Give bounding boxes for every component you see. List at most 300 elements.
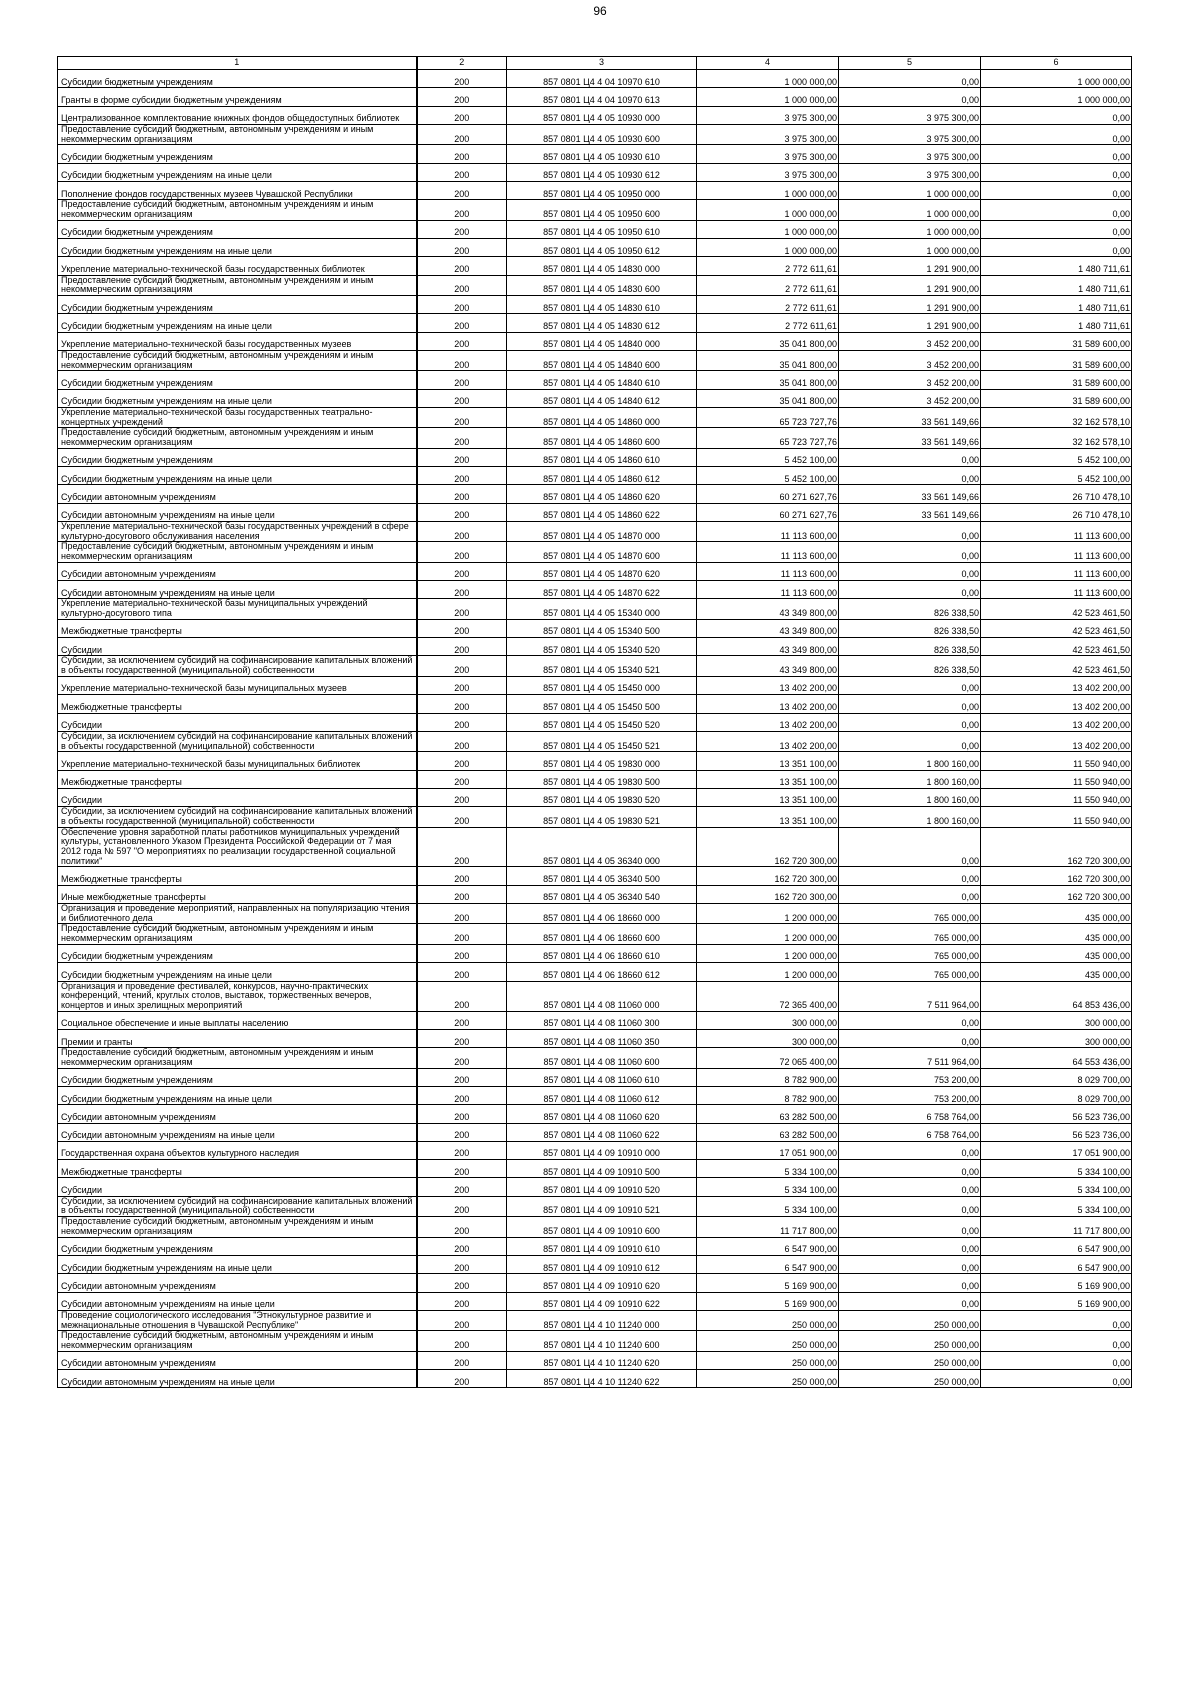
row-status-cell: 200 — [417, 371, 507, 389]
column-header-6: 6 — [981, 57, 1132, 70]
row-name-cell: Субсидии автономным учреждениям на иные цели — [58, 1292, 417, 1310]
row-col4-cell: 5 334 100,00 — [697, 1178, 839, 1196]
row-name-cell: Субсидии бюджетным учреждениям на иные цели — [58, 389, 417, 407]
row-code-cell: 857 0801 Ц4 4 05 14830 000 — [507, 257, 697, 275]
row-col5-cell: 0,00 — [839, 827, 981, 867]
row-status-cell: 200 — [417, 124, 507, 144]
row-col5-cell: 33 561 149,66 — [839, 428, 981, 448]
row-name-cell: Межбюджетные трансферты — [58, 1160, 417, 1178]
row-name-cell: Предоставление субсидий бюджетным, автономным учреждениям и иным некоммерческим организациям — [58, 542, 417, 562]
row-code-cell: 857 0801 Ц4 4 05 14870 622 — [507, 581, 697, 599]
row-col6-cell: 0,00 — [981, 163, 1132, 181]
row-name-cell: Субсидии, за исключением субсидий на софинансирование капитальных вложений в объекты государственной (муниципальной) собственности — [58, 807, 417, 827]
row-name-cell: Иные межбюджетные трансферты — [58, 885, 417, 903]
row-col4-cell: 162 720 300,00 — [697, 867, 839, 885]
row-col6-cell: 8 029 700,00 — [981, 1086, 1132, 1104]
row-col5-cell: 3 975 300,00 — [839, 163, 981, 181]
row-col4-cell: 43 349 800,00 — [697, 638, 839, 656]
row-col5-cell: 0,00 — [839, 581, 981, 599]
row-col5-cell: 753 200,00 — [839, 1068, 981, 1086]
row-status-cell: 200 — [417, 1196, 507, 1216]
row-code-cell: 857 0801 Ц4 4 06 18660 610 — [507, 944, 697, 962]
row-col6-cell: 1 000 000,00 — [981, 70, 1132, 88]
row-name-cell: Пополнение фондов государственных музеев Чувашской Республики — [58, 181, 417, 199]
table-row — [58, 257, 1132, 275]
row-col6-cell: 0,00 — [981, 181, 1132, 199]
row-status-cell: 200 — [417, 1331, 507, 1351]
table-row — [58, 713, 1132, 731]
row-code-cell: 857 0801 Ц4 4 05 14870 620 — [507, 562, 697, 580]
row-name-cell: Укрепление материально-технической базы муниципальных учреждений культурно-досугового типа — [58, 599, 417, 619]
row-code-cell: 857 0801 Ц4 4 05 19830 520 — [507, 788, 697, 806]
table-row — [58, 314, 1132, 332]
row-name-cell: Субсидии бюджетным учреждениям — [58, 1068, 417, 1086]
row-name-cell: Субсидии бюджетным учреждениям на иные цели — [58, 1255, 417, 1273]
table-row — [58, 106, 1132, 124]
row-col6-cell: 0,00 — [981, 200, 1132, 220]
table-row — [58, 695, 1132, 713]
row-name-cell: Предоставление субсидий бюджетным, автономным учреждениям и иным некоммерческим организациям — [58, 924, 417, 944]
row-col6-cell: 162 720 300,00 — [981, 867, 1132, 885]
row-col5-cell: 250 000,00 — [839, 1370, 981, 1388]
row-col4-cell: 1 200 000,00 — [697, 904, 839, 924]
row-col6-cell: 0,00 — [981, 124, 1132, 144]
row-code-cell: 857 0801 Ц4 4 05 10950 612 — [507, 238, 697, 256]
row-col4-cell: 13 351 100,00 — [697, 788, 839, 806]
table-row — [58, 963, 1132, 981]
row-status-cell: 200 — [417, 731, 507, 751]
row-status-cell: 200 — [417, 295, 507, 313]
row-status-cell: 200 — [417, 145, 507, 163]
row-col5-cell: 0,00 — [839, 521, 981, 541]
row-code-cell: 857 0801 Ц4 4 05 10950 000 — [507, 181, 697, 199]
row-col5-cell: 765 000,00 — [839, 924, 981, 944]
row-name-cell: Субсидии бюджетным учреждениям — [58, 295, 417, 313]
row-status-cell: 200 — [417, 807, 507, 827]
row-status-cell: 200 — [417, 220, 507, 238]
row-col5-cell: 3 975 300,00 — [839, 106, 981, 124]
row-status-cell: 200 — [417, 163, 507, 181]
row-status-cell: 200 — [417, 1178, 507, 1196]
table-row — [58, 1237, 1132, 1255]
row-col6-cell: 31 589 600,00 — [981, 371, 1132, 389]
row-col4-cell: 1 000 000,00 — [697, 220, 839, 238]
row-col6-cell: 11 550 940,00 — [981, 807, 1132, 827]
table-row — [58, 788, 1132, 806]
row-col6-cell: 6 547 900,00 — [981, 1255, 1132, 1273]
row-code-cell: 857 0801 Ц4 4 05 10930 000 — [507, 106, 697, 124]
row-col4-cell: 5 169 900,00 — [697, 1274, 839, 1292]
row-name-cell: Субсидии автономным учреждениям — [58, 1351, 417, 1369]
row-col6-cell: 8 029 700,00 — [981, 1068, 1132, 1086]
table-row — [58, 124, 1132, 144]
row-name-cell: Субсидии автономным учреждениям — [58, 1105, 417, 1123]
row-name-cell: Централизованное комплектование книжных фондов общедоступных библиотек — [58, 106, 417, 124]
row-col5-cell: 3 975 300,00 — [839, 124, 981, 144]
row-name-cell: Предоставление субсидий бюджетным, автономным учреждениям и иным некоммерческим организациям — [58, 1331, 417, 1351]
table-row — [58, 181, 1132, 199]
row-col5-cell: 6 758 764,00 — [839, 1123, 981, 1141]
column-header-1: 1 — [58, 57, 417, 70]
row-col4-cell: 65 723 727,76 — [697, 428, 839, 448]
row-col5-cell: 1 800 160,00 — [839, 788, 981, 806]
row-col6-cell: 11 113 600,00 — [981, 521, 1132, 541]
row-col4-cell: 35 041 800,00 — [697, 332, 839, 350]
row-col6-cell: 162 720 300,00 — [981, 827, 1132, 867]
row-col4-cell: 3 975 300,00 — [697, 145, 839, 163]
row-col6-cell: 13 402 200,00 — [981, 713, 1132, 731]
row-status-cell: 200 — [417, 676, 507, 694]
row-code-cell: 857 0801 Ц4 4 08 11060 612 — [507, 1086, 697, 1104]
row-col6-cell: 56 523 736,00 — [981, 1123, 1132, 1141]
row-status-cell: 200 — [417, 1068, 507, 1086]
row-col5-cell: 0,00 — [839, 88, 981, 106]
row-status-cell: 200 — [417, 88, 507, 106]
column-header-4: 4 — [697, 57, 839, 70]
row-col6-cell: 32 162 578,10 — [981, 428, 1132, 448]
row-col4-cell: 13 351 100,00 — [697, 807, 839, 827]
row-col5-cell: 0,00 — [839, 1011, 981, 1029]
row-col6-cell: 6 547 900,00 — [981, 1237, 1132, 1255]
row-name-cell: Субсидии автономным учреждениям на иные цели — [58, 503, 417, 521]
table-row — [58, 1086, 1132, 1104]
table-body — [58, 70, 1132, 1388]
row-col4-cell: 300 000,00 — [697, 1011, 839, 1029]
row-col6-cell: 435 000,00 — [981, 944, 1132, 962]
row-status-cell: 200 — [417, 827, 507, 867]
row-col5-cell: 0,00 — [839, 1274, 981, 1292]
row-code-cell: 857 0801 Ц4 4 05 19830 521 — [507, 807, 697, 827]
row-code-cell: 857 0801 Ц4 4 04 10970 613 — [507, 88, 697, 106]
row-col5-cell: 0,00 — [839, 1196, 981, 1216]
row-status-cell: 200 — [417, 581, 507, 599]
row-status-cell: 200 — [417, 562, 507, 580]
row-code-cell: 857 0801 Ц4 4 05 15340 500 — [507, 619, 697, 637]
row-code-cell: 857 0801 Ц4 4 09 10910 500 — [507, 1160, 697, 1178]
row-col4-cell: 3 975 300,00 — [697, 106, 839, 124]
table-row — [58, 1105, 1132, 1123]
row-col6-cell: 162 720 300,00 — [981, 885, 1132, 903]
row-col6-cell: 26 710 478,10 — [981, 503, 1132, 521]
row-col4-cell: 1 200 000,00 — [697, 924, 839, 944]
row-col5-cell: 0,00 — [839, 1255, 981, 1273]
row-col4-cell: 250 000,00 — [697, 1351, 839, 1369]
row-status-cell: 200 — [417, 448, 507, 466]
row-col5-cell: 0,00 — [839, 1029, 981, 1047]
row-col6-cell: 42 523 461,50 — [981, 619, 1132, 637]
row-col6-cell: 42 523 461,50 — [981, 656, 1132, 676]
table-row — [58, 200, 1132, 220]
table-row — [58, 676, 1132, 694]
row-col5-cell: 0,00 — [839, 448, 981, 466]
row-name-cell: Укрепление материально-технической базы государственных театрально-концертных учреждений — [58, 407, 417, 427]
row-code-cell: 857 0801 Ц4 4 10 11240 600 — [507, 1331, 697, 1351]
table-row — [58, 867, 1132, 885]
row-col5-cell: 3 975 300,00 — [839, 145, 981, 163]
row-status-cell: 200 — [417, 407, 507, 427]
row-code-cell: 857 0801 Ц4 4 05 10950 600 — [507, 200, 697, 220]
row-col5-cell: 753 200,00 — [839, 1086, 981, 1104]
row-code-cell: 857 0801 Ц4 4 10 11240 620 — [507, 1351, 697, 1369]
table-row — [58, 1123, 1132, 1141]
table-row — [58, 428, 1132, 448]
row-code-cell: 857 0801 Ц4 4 08 11060 300 — [507, 1011, 697, 1029]
row-code-cell: 857 0801 Ц4 4 05 36340 500 — [507, 867, 697, 885]
row-status-cell: 200 — [417, 1255, 507, 1273]
row-name-cell: Государственная охрана объектов культурного наследия — [58, 1141, 417, 1159]
row-name-cell: Премии и гранты — [58, 1029, 417, 1047]
row-col6-cell: 0,00 — [981, 1331, 1132, 1351]
row-name-cell: Предоставление субсидий бюджетным, автономным учреждениям и иным некоммерческим организациям — [58, 275, 417, 295]
row-status-cell: 200 — [417, 1310, 507, 1330]
table-row — [58, 542, 1132, 562]
row-col4-cell: 13 351 100,00 — [697, 752, 839, 770]
table-row — [58, 238, 1132, 256]
row-code-cell: 857 0801 Ц4 4 05 15450 520 — [507, 713, 697, 731]
row-col6-cell: 31 589 600,00 — [981, 350, 1132, 370]
table-row — [58, 581, 1132, 599]
row-col4-cell: 43 349 800,00 — [697, 599, 839, 619]
table-row — [58, 619, 1132, 637]
row-name-cell: Субсидии — [58, 638, 417, 656]
row-col5-cell: 0,00 — [839, 695, 981, 713]
row-col5-cell: 1 291 900,00 — [839, 314, 981, 332]
row-col5-cell: 1 000 000,00 — [839, 220, 981, 238]
row-col4-cell: 43 349 800,00 — [697, 656, 839, 676]
row-col4-cell: 63 282 500,00 — [697, 1123, 839, 1141]
row-col5-cell: 826 338,50 — [839, 599, 981, 619]
row-col6-cell: 11 550 940,00 — [981, 788, 1132, 806]
row-status-cell: 200 — [417, 389, 507, 407]
row-col5-cell: 0,00 — [839, 1237, 981, 1255]
row-status-cell: 200 — [417, 200, 507, 220]
row-col6-cell: 11 113 600,00 — [981, 562, 1132, 580]
row-name-cell: Субсидии автономным учреждениям на иные цели — [58, 1123, 417, 1141]
row-col6-cell: 64 853 436,00 — [981, 981, 1132, 1011]
row-col6-cell: 300 000,00 — [981, 1011, 1132, 1029]
row-col4-cell: 6 547 900,00 — [697, 1237, 839, 1255]
row-status-cell: 200 — [417, 238, 507, 256]
row-col5-cell: 0,00 — [839, 1178, 981, 1196]
row-col4-cell: 2 772 611,61 — [697, 257, 839, 275]
row-col4-cell: 162 720 300,00 — [697, 827, 839, 867]
row-col6-cell: 64 553 436,00 — [981, 1048, 1132, 1068]
row-code-cell: 857 0801 Ц4 4 05 14860 612 — [507, 467, 697, 485]
row-col6-cell: 5 334 100,00 — [981, 1160, 1132, 1178]
row-code-cell: 857 0801 Ц4 4 05 15340 000 — [507, 599, 697, 619]
row-code-cell: 857 0801 Ц4 4 09 10910 620 — [507, 1274, 697, 1292]
row-col6-cell: 1 480 711,61 — [981, 314, 1132, 332]
row-col5-cell: 1 000 000,00 — [839, 181, 981, 199]
row-col4-cell: 1 200 000,00 — [697, 944, 839, 962]
row-code-cell: 857 0801 Ц4 4 05 14830 612 — [507, 314, 697, 332]
row-col6-cell: 13 402 200,00 — [981, 731, 1132, 751]
row-col4-cell: 11 113 600,00 — [697, 581, 839, 599]
row-col5-cell: 826 338,50 — [839, 619, 981, 637]
row-col6-cell: 5 169 900,00 — [981, 1292, 1132, 1310]
row-col5-cell: 1 800 160,00 — [839, 807, 981, 827]
row-col5-cell: 33 561 149,66 — [839, 503, 981, 521]
row-status-cell: 200 — [417, 1141, 507, 1159]
row-col5-cell: 3 452 200,00 — [839, 332, 981, 350]
row-col5-cell: 826 338,50 — [839, 638, 981, 656]
row-status-cell: 200 — [417, 1351, 507, 1369]
row-col4-cell: 6 547 900,00 — [697, 1255, 839, 1273]
row-name-cell: Обеспечение уровня заработной платы работников муниципальных учреждений культуры, установленного Указом Президента Российской Федерации от 7 мая 2012 года № 597 "О мероприятиях по реализации государственной социальной политики" — [58, 827, 417, 867]
row-code-cell: 857 0801 Ц4 4 05 19830 000 — [507, 752, 697, 770]
row-col5-cell: 0,00 — [839, 867, 981, 885]
table-row — [58, 1196, 1132, 1216]
row-col4-cell: 1 000 000,00 — [697, 200, 839, 220]
row-col6-cell: 0,00 — [981, 1351, 1132, 1369]
row-status-cell: 200 — [417, 1292, 507, 1310]
table-row — [58, 1068, 1132, 1086]
table-row — [58, 275, 1132, 295]
row-code-cell: 857 0801 Ц4 4 09 10910 622 — [507, 1292, 697, 1310]
table-row — [58, 295, 1132, 313]
row-code-cell: 857 0801 Ц4 4 05 14860 000 — [507, 407, 697, 427]
row-col4-cell: 3 975 300,00 — [697, 163, 839, 181]
row-code-cell: 857 0801 Ц4 4 09 10910 612 — [507, 1255, 697, 1273]
row-col6-cell: 5 169 900,00 — [981, 1274, 1132, 1292]
row-col4-cell: 35 041 800,00 — [697, 389, 839, 407]
row-status-cell: 200 — [417, 981, 507, 1011]
row-col5-cell: 6 758 764,00 — [839, 1105, 981, 1123]
row-col5-cell: 250 000,00 — [839, 1331, 981, 1351]
row-code-cell: 857 0801 Ц4 4 08 11060 620 — [507, 1105, 697, 1123]
row-col4-cell: 3 975 300,00 — [697, 124, 839, 144]
row-code-cell: 857 0801 Ц4 4 05 14870 000 — [507, 521, 697, 541]
row-name-cell: Субсидии автономным учреждениям — [58, 562, 417, 580]
table-row — [58, 924, 1132, 944]
row-col4-cell: 1 000 000,00 — [697, 238, 839, 256]
row-code-cell: 857 0801 Ц4 4 05 36340 540 — [507, 885, 697, 903]
row-name-cell: Субсидии, за исключением субсидий на софинансирование капитальных вложений в объекты государственной (муниципальной) собственности — [58, 731, 417, 751]
table-row — [58, 944, 1132, 962]
row-name-cell: Социальное обеспечение и иные выплаты населению — [58, 1011, 417, 1029]
row-name-cell: Субсидии бюджетным учреждениям на иные цели — [58, 467, 417, 485]
row-code-cell: 857 0801 Ц4 4 05 14840 610 — [507, 371, 697, 389]
row-col5-cell: 765 000,00 — [839, 904, 981, 924]
row-status-cell: 200 — [417, 106, 507, 124]
row-code-cell: 857 0801 Ц4 4 05 14860 610 — [507, 448, 697, 466]
row-code-cell: 857 0801 Ц4 4 05 14870 600 — [507, 542, 697, 562]
row-code-cell: 857 0801 Ц4 4 05 10930 612 — [507, 163, 697, 181]
row-col6-cell: 32 162 578,10 — [981, 407, 1132, 427]
row-status-cell: 200 — [417, 599, 507, 619]
row-status-cell: 200 — [417, 428, 507, 448]
table-row — [58, 163, 1132, 181]
row-name-cell: Укрепление материально-технической базы государственных библиотек — [58, 257, 417, 275]
row-col4-cell: 35 041 800,00 — [697, 371, 839, 389]
row-col4-cell: 162 720 300,00 — [697, 885, 839, 903]
row-status-cell: 200 — [417, 1237, 507, 1255]
row-col4-cell: 11 113 600,00 — [697, 521, 839, 541]
table-row — [58, 389, 1132, 407]
table-row — [58, 904, 1132, 924]
table-row — [58, 981, 1132, 1011]
row-col4-cell: 250 000,00 — [697, 1370, 839, 1388]
row-name-cell: Субсидии бюджетным учреждениям на иные цели — [58, 1086, 417, 1104]
row-code-cell: 857 0801 Ц4 4 05 14840 000 — [507, 332, 697, 350]
row-col5-cell: 3 452 200,00 — [839, 350, 981, 370]
row-col6-cell: 1 480 711,61 — [981, 275, 1132, 295]
row-code-cell: 857 0801 Ц4 4 05 14840 612 — [507, 389, 697, 407]
row-col4-cell: 13 402 200,00 — [697, 713, 839, 731]
row-col5-cell: 33 561 149,66 — [839, 407, 981, 427]
row-col5-cell: 765 000,00 — [839, 944, 981, 962]
row-name-cell: Укрепление материально-технической базы муниципальных библиотек — [58, 752, 417, 770]
row-code-cell: 857 0801 Ц4 4 04 10970 610 — [507, 70, 697, 88]
row-status-cell: 200 — [417, 485, 507, 503]
row-code-cell: 857 0801 Ц4 4 05 14840 600 — [507, 350, 697, 370]
table-row — [58, 1310, 1132, 1330]
row-status-cell: 200 — [417, 314, 507, 332]
row-col5-cell: 0,00 — [839, 1141, 981, 1159]
row-col6-cell: 5 452 100,00 — [981, 467, 1132, 485]
row-col4-cell: 1 000 000,00 — [697, 70, 839, 88]
row-name-cell: Субсидии бюджетным учреждениям на иные цели — [58, 963, 417, 981]
row-col6-cell: 42 523 461,50 — [981, 638, 1132, 656]
row-code-cell: 857 0801 Ц4 4 08 11060 610 — [507, 1068, 697, 1086]
row-code-cell: 857 0801 Ц4 4 08 11060 350 — [507, 1029, 697, 1047]
row-col6-cell: 11 113 600,00 — [981, 581, 1132, 599]
row-col5-cell: 0,00 — [839, 1160, 981, 1178]
row-status-cell: 200 — [417, 1086, 507, 1104]
row-col5-cell: 0,00 — [839, 731, 981, 751]
row-code-cell: 857 0801 Ц4 4 05 14860 622 — [507, 503, 697, 521]
column-header-2: 2 — [417, 57, 507, 70]
row-code-cell: 857 0801 Ц4 4 10 11240 000 — [507, 1310, 697, 1330]
row-col5-cell: 33 561 149,66 — [839, 485, 981, 503]
table-row — [58, 332, 1132, 350]
row-name-cell: Предоставление субсидий бюджетным, автономным учреждениям и иным некоммерческим организациям — [58, 350, 417, 370]
row-col6-cell: 5 334 100,00 — [981, 1178, 1132, 1196]
row-name-cell: Укрепление материально-технической базы государственных музеев — [58, 332, 417, 350]
row-code-cell: 857 0801 Ц4 4 09 10910 521 — [507, 1196, 697, 1216]
table-row — [58, 599, 1132, 619]
row-col5-cell: 1 800 160,00 — [839, 770, 981, 788]
row-name-cell: Укрепление материально-технической базы государственных учреждений в сфере культурно-досугового обслуживания населения — [58, 521, 417, 541]
row-name-cell: Субсидии бюджетным учреждениям — [58, 448, 417, 466]
row-code-cell: 857 0801 Ц4 4 05 15450 000 — [507, 676, 697, 694]
budget-table — [57, 56, 1132, 1388]
row-col6-cell: 0,00 — [981, 1310, 1132, 1330]
row-col4-cell: 65 723 727,76 — [697, 407, 839, 427]
row-name-cell: Субсидии бюджетным учреждениям — [58, 70, 417, 88]
row-status-cell: 200 — [417, 350, 507, 370]
row-col5-cell: 1 000 000,00 — [839, 200, 981, 220]
row-name-cell: Субсидии — [58, 1178, 417, 1196]
row-col6-cell: 435 000,00 — [981, 924, 1132, 944]
row-code-cell: 857 0801 Ц4 4 06 18660 600 — [507, 924, 697, 944]
row-name-cell: Межбюджетные трансферты — [58, 867, 417, 885]
row-col6-cell: 56 523 736,00 — [981, 1105, 1132, 1123]
row-name-cell: Субсидии автономным учреждениям — [58, 485, 417, 503]
row-name-cell: Субсидии — [58, 788, 417, 806]
row-code-cell: 857 0801 Ц4 4 09 10910 610 — [507, 1237, 697, 1255]
table-row — [58, 521, 1132, 541]
table-row — [58, 752, 1132, 770]
table-row — [58, 1255, 1132, 1273]
row-col4-cell: 72 365 400,00 — [697, 981, 839, 1011]
table-row — [58, 1274, 1132, 1292]
row-col6-cell: 31 589 600,00 — [981, 389, 1132, 407]
table-row — [58, 1370, 1132, 1388]
row-col6-cell: 1 480 711,61 — [981, 295, 1132, 313]
row-name-cell: Организация и проведение фестивалей, конкурсов, научно-практических конференций, чтений, круглых столов, выставок, торжественных вечеров, концертов и иных зрелищных мероприятий — [58, 981, 417, 1011]
row-col6-cell: 300 000,00 — [981, 1029, 1132, 1047]
